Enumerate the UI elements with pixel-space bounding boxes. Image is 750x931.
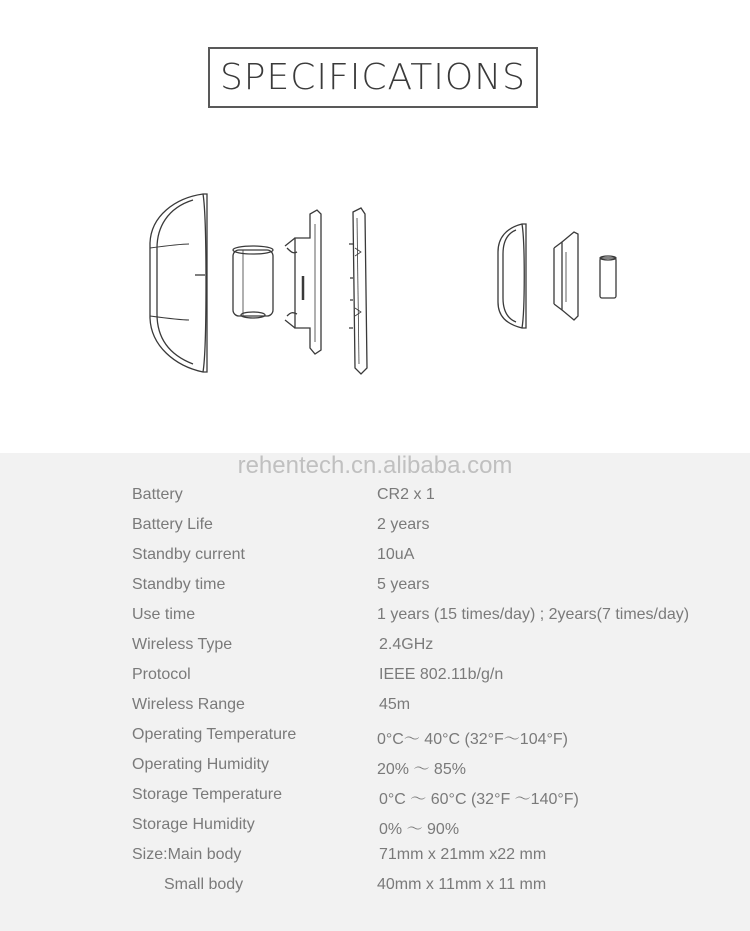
spec-value: 1 years (15 times/day) ; 2years(7 times/day) xyxy=(377,606,690,623)
spec-value: 0% ～ 90% xyxy=(379,821,460,838)
spec-value: 0°C～ 40°C (32°F～104°F) xyxy=(377,731,568,748)
page-title: SPECIFICATIONS xyxy=(219,57,527,98)
spec-label: Use time xyxy=(132,606,196,623)
spec-row-storage-humidity xyxy=(0,816,750,846)
spec-label: Size:Main body xyxy=(132,846,242,863)
spec-value: 0°C ～ 60°C (32°F ～140°F) xyxy=(379,791,579,808)
spec-value: 40mm x 11mm x 11 mm xyxy=(377,876,547,893)
spec-value: 2.4GHz xyxy=(379,636,434,653)
spec-value: 20% ～ 85% xyxy=(377,761,466,778)
spec-value: 45m xyxy=(379,696,411,713)
spec-label: Battery xyxy=(132,486,183,503)
spec-value: 2 years xyxy=(377,516,430,533)
spec-row-wireless-type xyxy=(0,636,750,666)
spec-row-storage-temperature xyxy=(0,786,750,816)
spec-row-operating-humidity xyxy=(0,756,750,786)
spec-row-operating-temperature xyxy=(0,726,750,756)
spec-row-standby-time xyxy=(0,576,750,606)
spec-label: Battery Life xyxy=(132,516,213,533)
spec-label: Operating Humidity xyxy=(132,756,269,773)
spec-row-wireless-range xyxy=(0,696,750,726)
spec-label: Standby time xyxy=(132,576,226,593)
spec-value: 5 years xyxy=(377,576,430,593)
spec-row-standby-current xyxy=(0,546,750,576)
main-body-exploded-illustration xyxy=(145,188,385,378)
illustration-section xyxy=(0,0,750,453)
spec-value: 71mm x 21mm x22 mm xyxy=(379,846,547,863)
spec-row-battery xyxy=(0,486,750,516)
spec-row-protocol xyxy=(0,666,750,696)
spec-label: Standby current xyxy=(132,546,245,563)
spec-label: Protocol xyxy=(132,666,191,683)
small-body-exploded-illustration xyxy=(492,222,632,332)
spec-label: Storage Humidity xyxy=(132,816,255,833)
spec-label: Wireless Range xyxy=(132,696,245,713)
spec-label: Small body xyxy=(164,876,244,893)
title-box xyxy=(208,47,538,108)
spec-row-size-main-body xyxy=(0,846,750,876)
spec-value: IEEE 802.11b/g/n xyxy=(379,666,504,683)
spec-label: Wireless Type xyxy=(132,636,233,653)
spec-row-size-small-body xyxy=(0,876,750,906)
spec-label: Operating Temperature xyxy=(132,726,297,743)
spec-label: Storage Temperature xyxy=(132,786,283,803)
spec-value: 10uA xyxy=(377,546,415,563)
spec-value: CR2 x 1 xyxy=(377,486,435,503)
spec-row-battery-life xyxy=(0,516,750,546)
spec-row-use-time xyxy=(0,606,750,636)
watermark-text: rehentech.cn.alibaba.com xyxy=(237,452,513,479)
